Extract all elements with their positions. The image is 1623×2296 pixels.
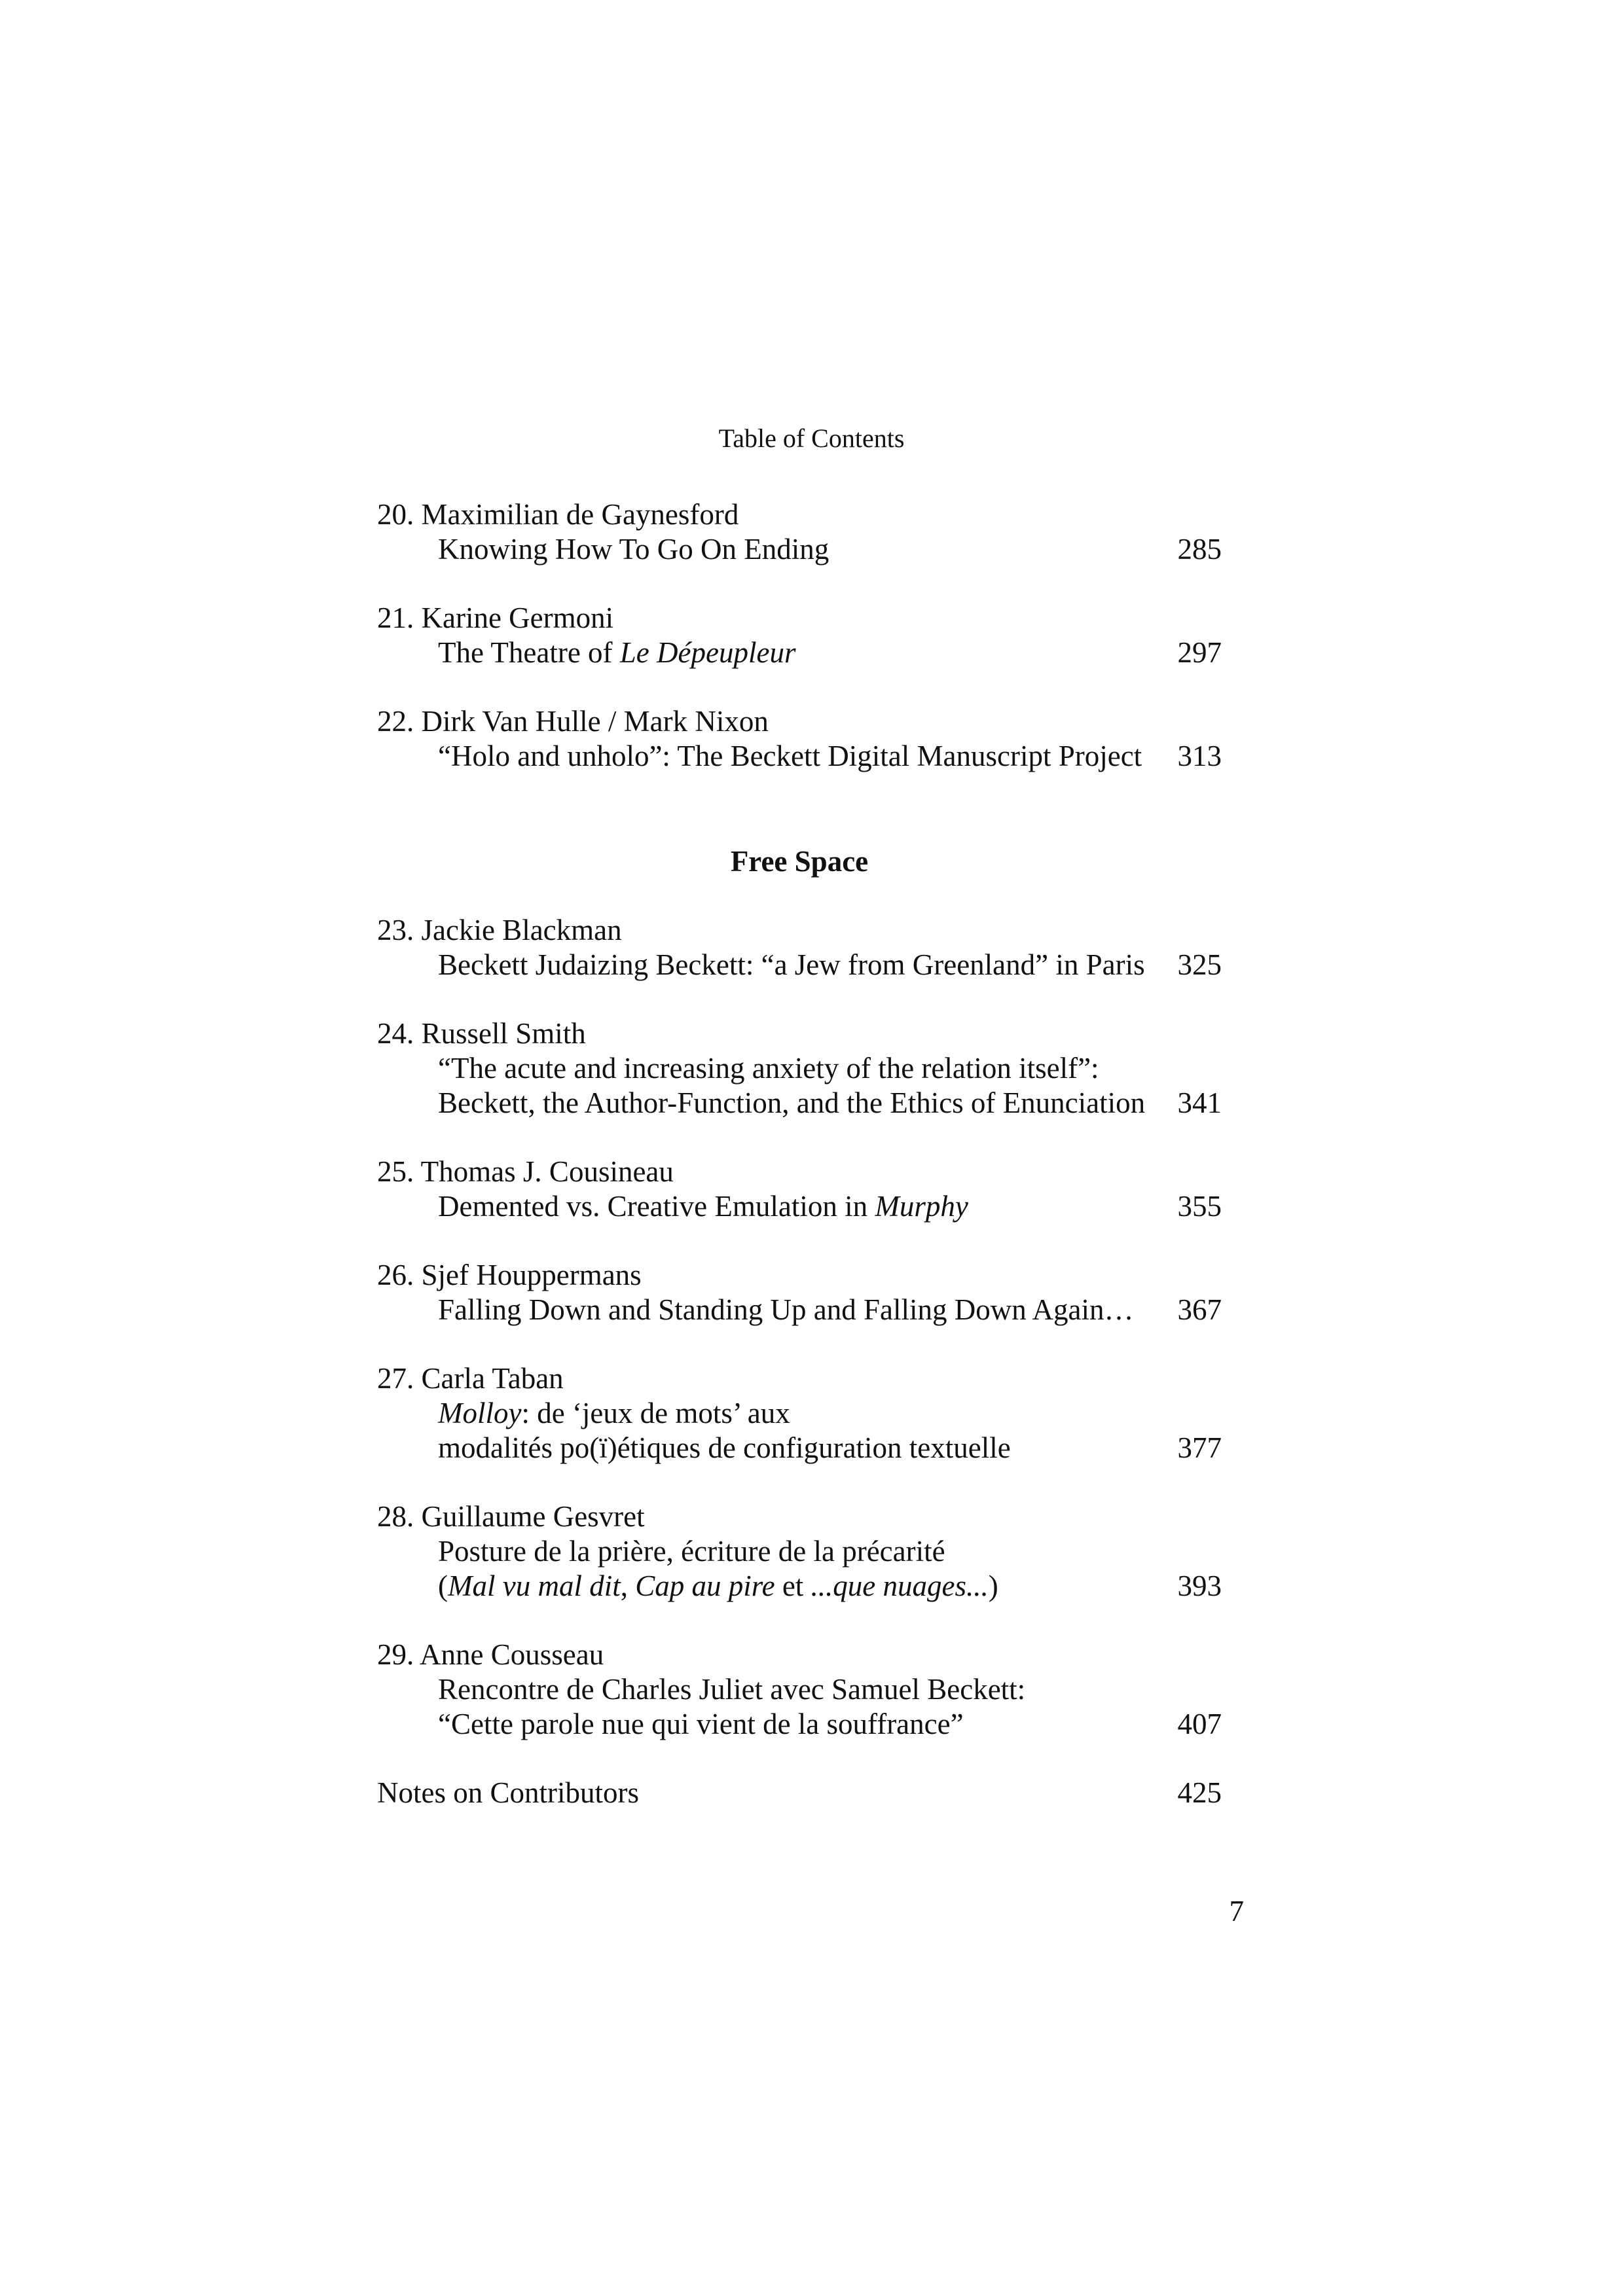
entry-title: Beckett Judaizing Beckett: “a Jew from Greenland” in Paris [438, 948, 1145, 981]
toc-entry-24[interactable] [377, 1016, 1222, 1121]
entry-page-number: 297 [1177, 636, 1222, 669]
entry-page-number: 425 [1177, 1776, 1222, 1809]
toc-entry-27[interactable] [377, 1361, 1222, 1465]
entry-author: 26. Sjef Houppermans [377, 1259, 642, 1291]
toc-entry-20[interactable] [377, 497, 1222, 567]
toc-group-1 [377, 497, 1222, 808]
entry-title-line-1: Posture de la prière, écriture de la précarité [438, 1535, 945, 1568]
entry-title-line [377, 739, 1222, 774]
toc-entry-21[interactable] [377, 601, 1222, 670]
entry-title-line-2 [377, 1086, 1222, 1121]
entry-author: 23. Jackie Blackman [377, 914, 622, 946]
entry-title-italic: Molloy [438, 1397, 522, 1429]
section-title: Free Space [730, 845, 869, 878]
entry-title-line-2 [377, 1569, 1222, 1604]
entry-title-line [377, 948, 1222, 982]
page-number-folio: 7 [1229, 1895, 1244, 1928]
entry-page-number: 407 [1177, 1708, 1222, 1740]
entry-title-line-1: Rencontre de Charles Juliet avec Samuel Beckett: [438, 1673, 1026, 1706]
entry-author: 27. Carla Taban [377, 1362, 564, 1395]
entry-title: Falling Down and Standing Up and Falling Down Again… [438, 1293, 1134, 1326]
entry-title-italic: Murphy [875, 1190, 968, 1223]
toc-entry-29[interactable] [377, 1638, 1222, 1742]
entry-title: Demented vs. Creative Emulation in [438, 1190, 875, 1223]
entry-title-line [377, 1293, 1222, 1327]
entry-title: Knowing How To Go On Ending [438, 533, 830, 565]
entry-page-number: 285 [1177, 533, 1222, 565]
entry-title-line [377, 1189, 1222, 1224]
entry-page-number: 325 [1177, 948, 1222, 981]
toc-entry-25[interactable] [377, 1155, 1222, 1224]
entry-author: 22. Dirk Van Hulle / Mark Nixon [377, 705, 769, 738]
entry-title-line-2 [377, 1707, 1222, 1742]
entry-title-line-1 [377, 1396, 1222, 1431]
entry-author: 20. Maximilian de Gaynesford [377, 498, 739, 531]
entry-title: Beckett, the Author-Function, and the Ethics of Enunciation [438, 1086, 1146, 1119]
entry-title: et [775, 1570, 811, 1602]
entry-title-line-2 [377, 1431, 1222, 1465]
entry-author: 28. Guillaume Gesvret [377, 1500, 645, 1533]
entry-title: : de ‘jeux de mots’ aux [521, 1397, 790, 1429]
entry-title: ) [988, 1570, 998, 1602]
toc-group-2 [377, 913, 1222, 1844]
entry-page-number: 313 [1177, 740, 1222, 772]
entry-title-italic: Cap au pire [635, 1570, 775, 1602]
entry-author: 25. Thomas J. Cousineau [377, 1155, 674, 1188]
entry-author: 24. Russell Smith [377, 1017, 586, 1050]
running-head: Table of Contents [718, 423, 905, 453]
toc-entry-28[interactable] [377, 1499, 1222, 1604]
entry-title-line [377, 532, 1222, 567]
entry-title-italic: ...que nuages... [811, 1570, 989, 1602]
entry-title-line [377, 636, 1222, 670]
entry-title: The Theatre of [438, 636, 620, 669]
entry-page-number: 355 [1177, 1190, 1222, 1223]
toc-entry-22[interactable] [377, 704, 1222, 774]
entry-author: 21. Karine Germoni [377, 601, 614, 634]
entry-title: modalités po(ï)étiques de configuration textuelle [438, 1431, 1011, 1464]
entry-title: , [620, 1570, 636, 1602]
entry-page-number: 341 [1177, 1086, 1222, 1119]
entry-title-italic: Mal vu mal dit [448, 1570, 621, 1602]
entry-title-italic: Le Dépeupleur [619, 636, 796, 669]
section-heading-block [377, 844, 1222, 879]
entry-title-line-1: “The acute and increasing anxiety of the relation itself”: [438, 1052, 1099, 1085]
toc-entry-contributors[interactable] [377, 1776, 1222, 1810]
entry-title: Notes on Contributors [377, 1776, 639, 1809]
toc-entry-26[interactable] [377, 1258, 1222, 1327]
entry-page-number: 377 [1177, 1431, 1222, 1464]
entry-author: 29. Anne Cousseau [377, 1638, 604, 1671]
entry-title: ( [438, 1570, 448, 1602]
entry-page-number: 367 [1177, 1293, 1222, 1326]
entry-title: “Cette parole nue qui vient de la souffrance” [438, 1708, 964, 1740]
entry-title: “Holo and unholo”: The Beckett Digital Manuscript Project [438, 740, 1142, 772]
toc-entry-23[interactable] [377, 913, 1222, 982]
entry-title-line [377, 1776, 1222, 1810]
entry-page-number: 393 [1177, 1570, 1222, 1602]
